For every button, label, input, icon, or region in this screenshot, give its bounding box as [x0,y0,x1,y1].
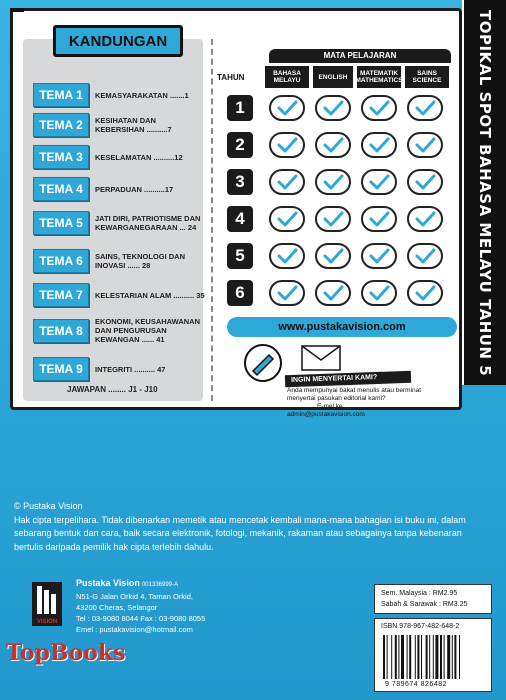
join-us-title: INGIN MENYERTAI KAMI? [285,371,411,387]
tema-badge: TEMA 7 [33,283,89,307]
barcode-bar [398,635,399,679]
tema-badge: TEMA 3 [33,145,89,169]
website-link[interactable]: www.pustakavision.com [227,317,457,337]
year-number: 3 [227,169,253,195]
spine-strip [462,0,506,385]
toc-text: INTEGRITI .......... 47 [95,364,166,374]
toc-item [33,317,205,344]
publisher-address-2: 43200 Cheras, Selangor [76,603,158,612]
toc-text: KESIHATAN DAN KEBERSIHAN ..........7 [95,116,172,134]
publisher-name: Pustaka Vision [76,578,140,588]
contents-panel [10,8,462,418]
toc-item [33,113,205,137]
publisher-reg: 001336999-A [141,582,179,588]
barcode-bar [426,635,428,679]
toc-item [33,249,205,273]
subject-label: ENGLISH [311,64,355,90]
barcode-bar [395,635,397,679]
check-icon [269,280,305,306]
copyright-notice [14,500,492,554]
toc-text: JATI DIRI, PATRIOTISME DAN KEWARGANEGARAAN ... 24 [95,214,201,232]
barcode-bar [391,635,392,679]
subjects-header: MATA PELAJARAN [269,49,451,63]
barcode-box [374,618,492,692]
barcode-bar [429,635,430,679]
toc-text: KESELAMATAN ..........12 [95,152,183,162]
barcode-bar [387,635,388,679]
toc-item [33,145,205,169]
spine-title: TOPIKAL SPOT BAHASA MELAYU TAHUN 5 [476,10,494,377]
corner-mark [10,8,24,12]
tema-badge: TEMA 8 [33,319,89,343]
tema-badge: TEMA 6 [33,249,89,273]
toc-text: KEMASYARAKATAN .......1 [95,90,189,100]
toc-item [33,357,205,381]
toc-item [33,211,205,235]
price-box [374,584,492,614]
check-icon [361,132,397,158]
barcode-bar [415,635,416,679]
barcode-bar [454,635,456,679]
answer-pages: JAWAPAN ........ J1 - J10 [67,385,158,394]
join-us-text [287,387,447,419]
check-icon [269,95,305,121]
check-icon [361,206,397,232]
barcode-bar [417,635,419,679]
barcode-bar [383,635,385,679]
toc-text: PERPADUAN ..........17 [95,184,174,194]
check-icon [269,243,305,269]
barcode-bar [409,635,411,679]
barcode-bar [435,635,438,679]
barcode-icon [383,635,483,681]
check-icon [361,280,397,306]
publisher-phone: Tel : 03-9080 8044 Fax : 03-9080 8055 [76,614,206,623]
check-icon [269,132,305,158]
year-number: 6 [227,280,253,306]
check-icon [407,280,443,306]
subject-label: MATEMATIK MATHEMATICS [355,64,403,90]
price-peninsular: Sem. Malaysia : RM2.95 [381,590,458,597]
check-icon [315,95,351,121]
copyright-owner: © Pustaka Vision [14,501,83,511]
check-icon [407,95,443,121]
isbn-label: ISBN 978-967-482-648-2 [381,623,460,630]
toc-item [33,83,205,107]
tema-badge: TEMA 9 [33,357,89,381]
pen-icon [241,341,285,385]
join-us-email-label: E-mel ke [317,403,343,410]
check-icon [407,132,443,158]
year-number: 5 [227,243,253,269]
join-us-email[interactable]: admin@pustakavision.com [287,411,365,418]
tema-badge: TEMA 4 [33,177,89,201]
toc-text: SAINS, TEKNOLOGI DAN INOVASI ...... 28 [95,252,186,270]
barcode-number: 9 789674 826482 [385,681,447,688]
price-east: Sabah & Sarawak : RM3.25 [381,601,468,608]
envelope-icon [301,345,341,371]
publisher-text [76,578,276,635]
toc-item [33,283,205,307]
dashed-divider [211,39,213,401]
join-us-box [241,341,449,418]
year-number: 2 [227,132,253,158]
check-icon [407,169,443,195]
barcode-bar [401,635,404,679]
barcode-bar [459,635,460,679]
year-label: TAHUN [217,73,245,82]
toc-text: EKONOMI, KEUSAHAWANAN DAN PENGURUSAN KEWANGAN ...... 41 [95,317,201,344]
toc-item [33,177,205,201]
barcode-bar [433,635,434,679]
check-icon [269,169,305,195]
publisher-address-1: N51-G Jalan Orkid 4, Taman Orkid, [76,592,193,601]
publisher-email: Emel : pustakavision@hotmail.com [76,625,193,634]
barcode-bar [452,635,453,679]
subject-label: BAHASA MELAYU [263,64,311,90]
subject-label: SAINS SCIENCE [403,64,451,90]
barcode-bar [444,635,445,679]
check-icon [315,132,351,158]
check-icon [269,206,305,232]
barcode-bar [407,635,408,679]
check-icon [407,243,443,269]
check-icon [361,169,397,195]
vision-logo-icon [32,582,62,626]
barcode-bar [440,635,442,679]
check-icon [315,243,351,269]
tema-badge: TEMA 1 [33,83,89,107]
year-number: 4 [227,206,253,232]
year-number: 1 [227,95,253,121]
check-icon [315,169,351,195]
barcode-bar [447,635,450,679]
publisher-logo [32,582,62,626]
check-icon [361,95,397,121]
svg-text:VISION: VISION [36,619,58,625]
publisher-info [14,578,244,688]
check-icon [407,206,443,232]
check-icon [315,280,351,306]
copyright-text: Hak cipta terpelihara. Tidak dibenarkan memetik atau mencetak kembali mana-mana bahagian isi buku ini, dalam sebarang bentuk dan cara, baik secara elektronik, fotologi, mekanik, rakaman atau sebagainya tanpa kebenaran bertulis daripada pemilik hak cipta terlebih dahulu. [14,514,466,552]
check-icon [315,206,351,232]
toc-text: KELESTARIAN ALAM .......... 35 [95,290,205,300]
tema-badge: TEMA 5 [33,211,89,235]
watermark-logo: TopBooks [6,640,126,666]
check-icon [361,243,397,269]
tema-badge: TEMA 2 [33,113,89,137]
barcode-bar [421,635,422,679]
join-us-body: Anda mempunyai bakat menulis atau berminat menyertai pasukan editorial kami? [287,387,422,402]
contents-title: KANDUNGAN [53,25,183,57]
